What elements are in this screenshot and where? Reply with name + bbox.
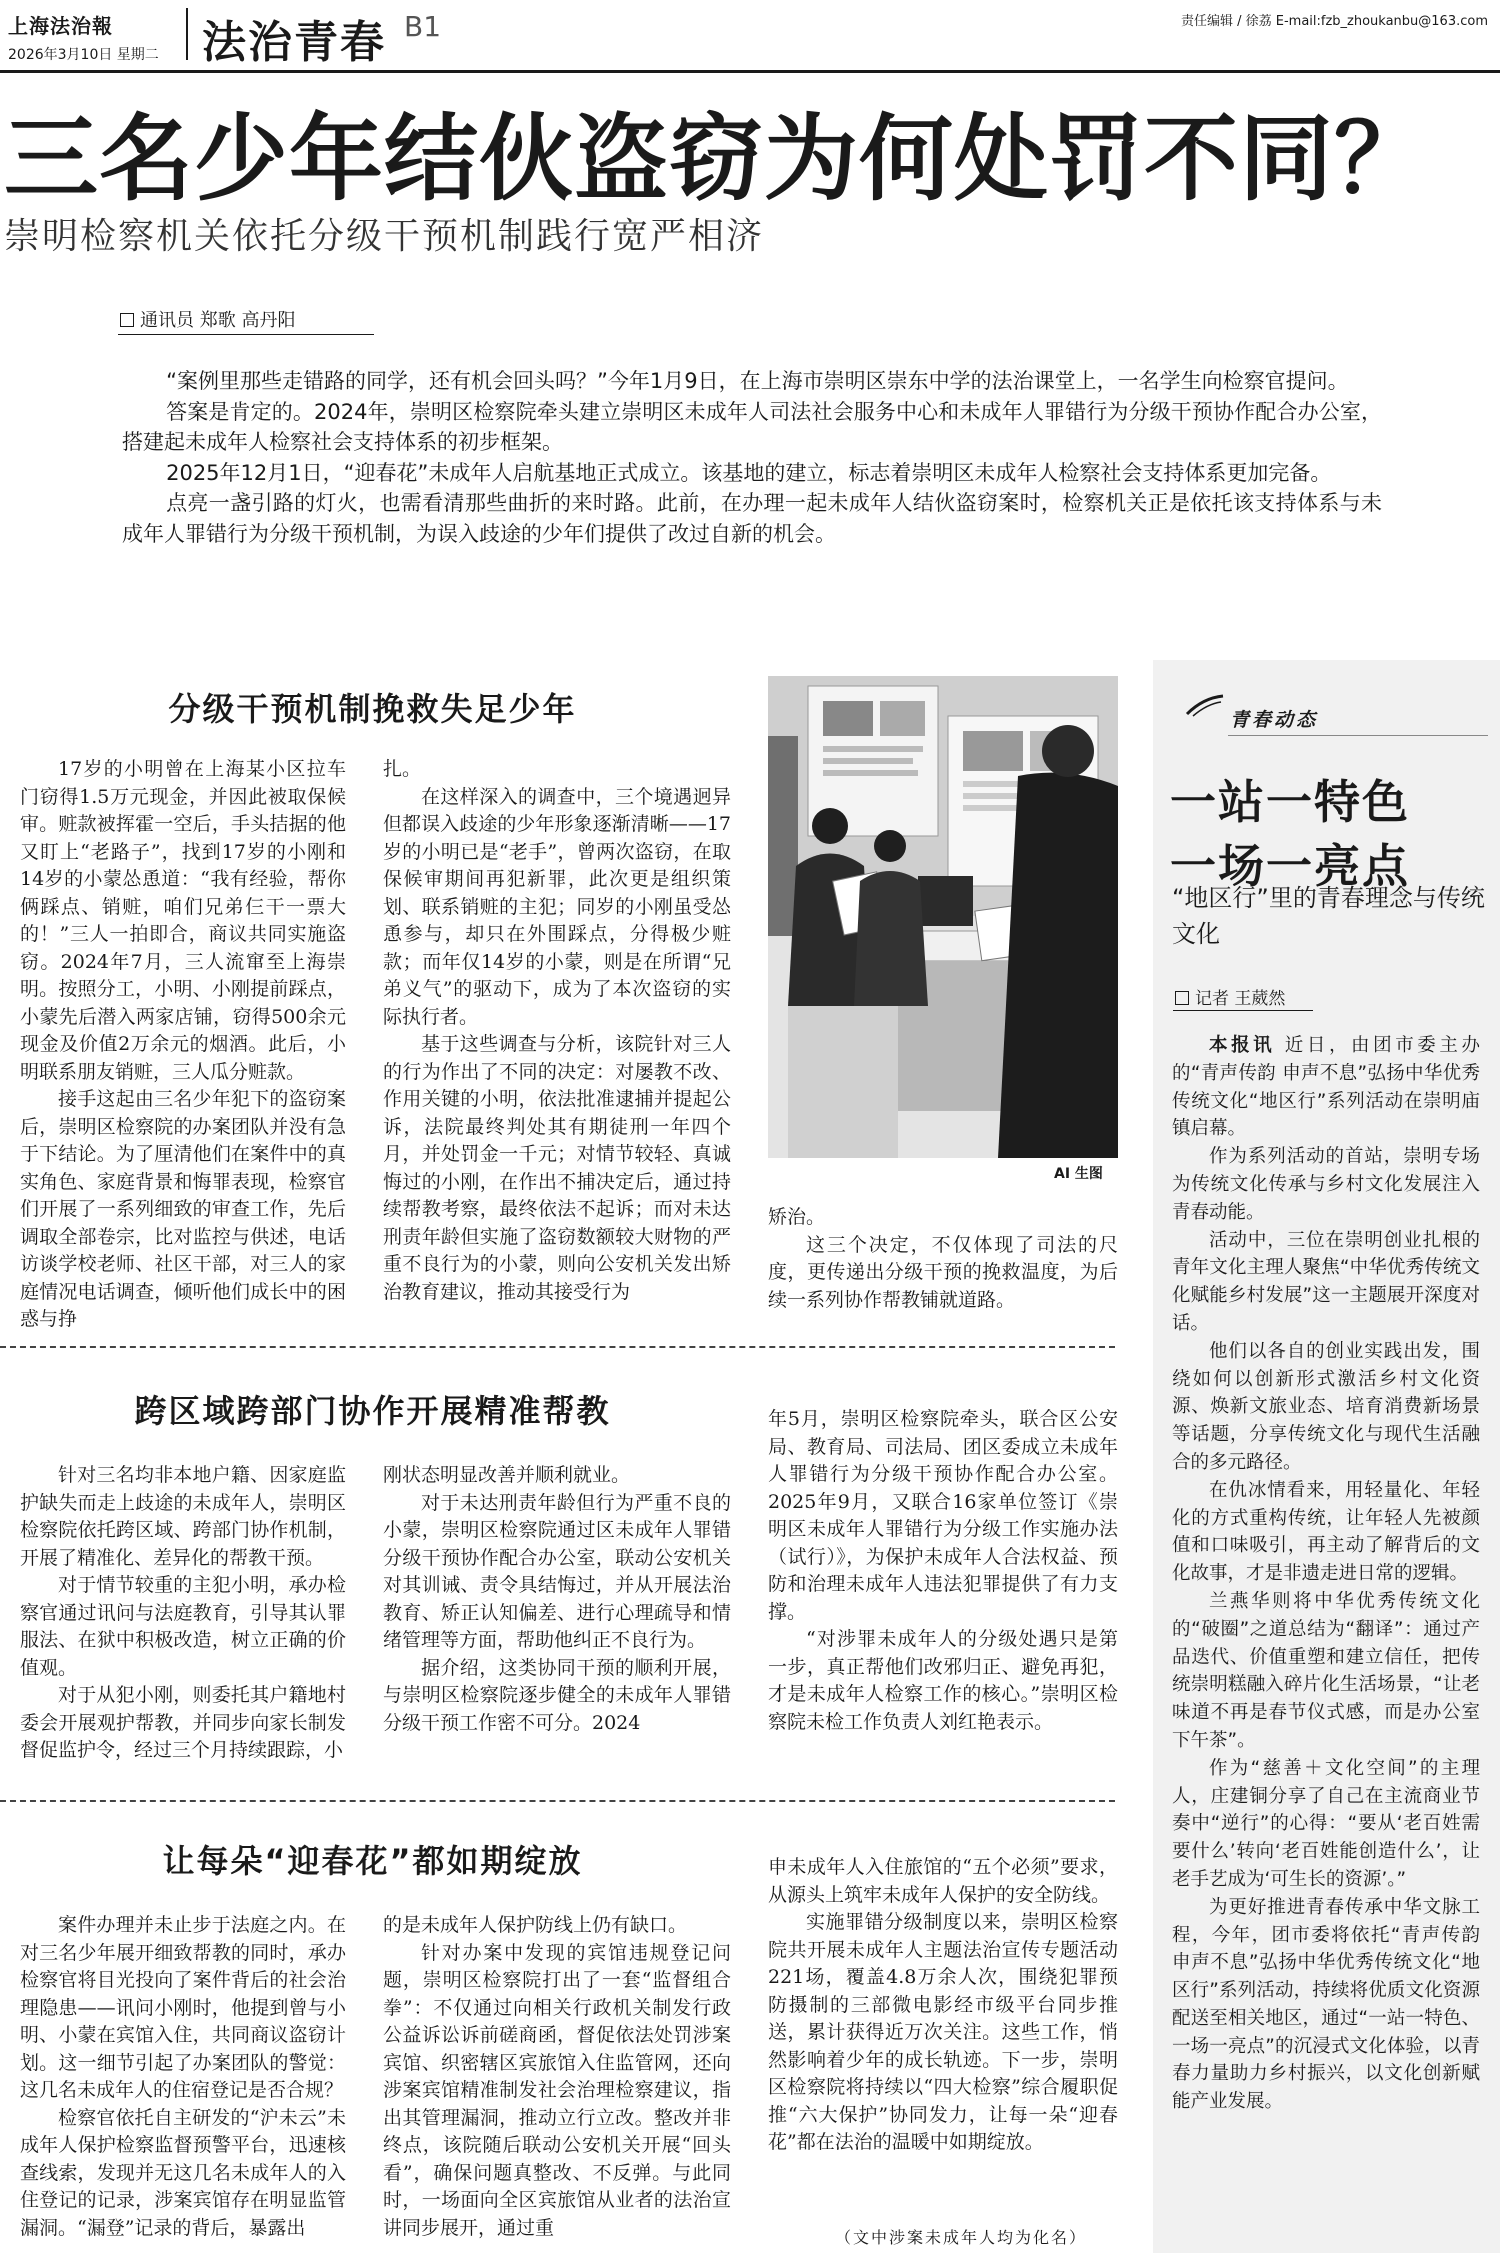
intro-paragraph: 点亮一盏引路的灯火，也需看清那些曲折的来时路。此前，在办理一起未成年人结伙盗窃案时，检察机关正是依托该支持体系与未成年人罪错行为分级干预机制，为误入歧途的少年们提供了改过自新的机会。 (122, 491, 1382, 546)
issue-date: 2026年3月10日 星期二 (8, 47, 159, 63)
paragraph: 基于这些调查与分析，该院针对三人的行为作出了不同的决定：对屡教不改、作用关键的小明，依法批准逮捕并提起公诉，法院最终判处其有期徒刑一年四个月，并处罚金一千元；对情节较轻、真诚悔过的小刚，在作出不捕决定后，通过持续帮教考察，最终依法不起诉；而对未达刑责年龄但实施了盗窃数额较大财物的严重不良行为的小蒙，则向公安机关发出矫治教育建议，推动其接受行为 (383, 1033, 731, 1303)
section-name: 法治青春 (202, 17, 386, 68)
paragraph: 扎。 (383, 758, 422, 780)
swoosh-icon (1185, 694, 1225, 718)
paragraph: 对于未达刑责年龄但行为严重不良的小蒙，崇明区检察院通过区未成年人罪错分级干预协作配合办公室，联动公安机关对其训诫、责令具结悔过，并从开展法治教育、矫正认知偏差、进行心理疏导和情绪管理等方面，帮助他纠正不良行为。 (383, 1491, 731, 1651)
section3-column-3 (768, 1854, 1118, 2157)
paragraph: 作为“慈善＋文化空间”的主理人，庄建铜分享了自己在主流商业节奏中“逆行”的心得：“要从‘老百姓需要什么’转向‘老百姓能创造什么’，让老手艺成为‘可生长的资源’。” (1172, 1757, 1480, 1890)
masthead-divider (186, 8, 188, 60)
section1-column-1 (20, 756, 346, 1334)
paragraph: 接手这起由三名少年犯下的盗窃案后，崇明区检察院的办案团队并没有急于下结论。为了厘清他们在案件中的真实角色、家庭背景和悔罪表现，检察官们开展了一系列细致的审查工作，先后调取全部卷宗，比对监控与供述，电话访谈学校老师、社区干部，对三人的家庭情况电话调查，倾听他们成长中的困惑与挣 (20, 1088, 346, 1330)
section3-column-2 (383, 1912, 731, 2242)
section2-column-3 (768, 1406, 1118, 1736)
article-byline (120, 306, 295, 332)
intro-paragraph: “案例里那些走错路的同学，还有机会回头吗？”今年1月9日，在上海市崇明区崇东中学的法治课堂上，一名学生向检察官提问。 (166, 369, 1349, 393)
paragraph: 案件办理并未止步于法庭之内。在对三名少年展开细致帮教的同时，承办检察官将目光投向了案件背后的社会治理隐患——讯问小刚时，他提到曾与小明、小蒙在宾馆入住，共同商议盗窃计划。这一细节引起了办案团队的警觉：这几名未成年人的住宿登记是否合规？ (20, 1914, 346, 2101)
paragraph: 这三个决定，不仅体现了司法的尺度，更传递出分级干预的挽救温度，为后续一系列协作帮教铺就道路。 (768, 1233, 1118, 1311)
paragraph: 在这样深入的调查中，三个境遇迥异但都误入歧途的少年形象逐渐清晰——17岁的小明已是“老手”，曾两次盗窃，在取保候审期间再犯新罪，此次更是组织策划、联系销赃的主犯；同岁的小刚虽受怂恿参与，却只在外围踩点，分得极少赃款；而年仅14岁的小蒙，则是在所谓“兄弟义气”的驱动下，成为了本次盗窃的实际执行者。 (383, 785, 731, 1028)
page-title: 三名少年结伙盗窃为何处罚不同？ (4, 104, 1430, 214)
paragraph: 针对三名均非本地户籍、因家庭监护缺失而走上歧途的未成年人，崇明区检察院依托跨区域、跨部门协作机制，开展了精准化、差异化的帮教干预。 (20, 1464, 346, 1569)
byline-box-icon (1175, 991, 1189, 1005)
paragraph: 针对办案中发现的宾馆违规登记问题，崇明区检察院打出了一套“监督组合拳”：不仅通过向相关行政机关制发行政公益诉讼诉前磋商函，督促依法处罚涉案宾馆、织密辖区宾旅馆入住监管网，还向涉案宾馆精准制发社会治理检察建议，指出其管理漏洞，推动立行立改。整改并非终点，该院随后联动公安机关开展“回头看”，确保问题真整改、不反弹。与此同时，一场面向全区宾旅馆从业者的法治宣讲同步展开，通过重 (383, 1941, 731, 2239)
header-rule (0, 70, 1500, 73)
paragraph: 检察官依托自主研发的“沪未云”未成年人保护检察监督预警平台，迅速核查线索，发现并无这几名未成年人的入住登记的记录，涉案宾馆存在明显监管漏洞。“漏登”记录的背后，暴露出 (20, 2106, 346, 2239)
paragraph: 作为系列活动的首站，崇明专场为传统文化传承与乡村文化发展注入青春动能。 (1172, 1146, 1480, 1223)
ai-illustration (768, 676, 1118, 1158)
paragraph: 矫治。 (768, 1206, 826, 1228)
section1-column-3 (768, 1204, 1118, 1314)
paragraph: 活动中，三位在崇明创业扎根的青年文化主理人聚焦“中华优秀传统文化赋能乡村发展”这一主题展开深度对话。 (1172, 1229, 1480, 1334)
page-subtitle: 崇明检察机关依托分级干预机制践行宽严相济 (4, 216, 765, 257)
section2-column-1 (20, 1462, 346, 1765)
image-caption: AI 生图 (1054, 1166, 1103, 1182)
section-title-3: 让每朵“迎春花”都如期绽放 (162, 1842, 583, 1880)
illustration-scene-icon (768, 676, 1118, 1158)
section-divider (0, 1800, 1115, 1802)
section-title-2: 跨区域跨部门协作开展精准帮教 (134, 1392, 611, 1430)
section2-column-2 (383, 1462, 731, 1737)
paragraph: 的是未成年人保护防线上仍有缺口。 (383, 1914, 688, 1936)
page-number: B1 (404, 10, 442, 43)
sidebar-subtitle: “地区行”里的青春理念与传统文化 (1172, 884, 1485, 948)
newspaper-logo: 上海法治報 (8, 14, 113, 38)
intro-paragraph: 答案是肯定的。2024年，崇明区检察院牵头建立崇明区未成年人司法社会服务中心和未成年人罪错行为分级干预协作配合办公室，搭建起未成年人检察社会支持体系的初步框架。 (122, 399, 1382, 454)
intro-paragraph: 2025年12月1日，“迎春花”未成年人启航基地正式成立。该基地的建立，标志着崇明区未成年人检察社会支持体系更加完备。 (166, 460, 1332, 485)
paragraph: 对于从犯小刚，则委托其户籍地村委会开展观护帮教，并同步向家长制发督促监护令，经过三个月持续跟踪，小 (20, 1684, 346, 1761)
paragraph: 申未成年人入住旅馆的“五个必须”要求，从源头上筑牢未成年人保护的安全防线。 (768, 1856, 1118, 1906)
byline-box-icon (120, 313, 134, 327)
article-intro (122, 366, 1382, 549)
paragraph: “对涉罪未成年人的分级处遇只是第一步，真正帮他们改邪归正、避免再犯，才是未成年人检察工作的核心。”崇明区检察院未检工作负责人刘红艳表示。 (768, 1628, 1118, 1733)
sidebar-byline (1175, 984, 1285, 1009)
byline-rule (118, 334, 374, 335)
paragraph: 为更好推进青春传承中华文脉工程，今年，团市委将依托“青声传韵 申声不息”弘扬中华优秀传统文化“地区行”系列活动，持续将优质文化资源配送至相关地区，通过“一站一特色、一场一亮点”的沉浸式文化体验，以青春力量助力乡村振兴，以文化创新赋能产业发展。 (1172, 1896, 1480, 2113)
section1-column-2 (383, 756, 731, 1306)
footnote: （文中涉案未成年人均为化名） (835, 2228, 1088, 2247)
paragraph: 在仇冰情看来，用轻量化、年轻化的方式重构传统，让年轻人先被颜值和口味吸引，再主动了解背后的文化故事，才是非遗走进日常的逻辑。 (1172, 1479, 1480, 1585)
paragraph: 刚状态明显改善并顺利就业。 (383, 1464, 631, 1486)
byline-text: 记者 王葳然 (1195, 989, 1286, 1009)
editor-info: 责任编辑 / 徐荔 E-mail:fzb_zhoukanbu@163.com (1180, 14, 1488, 29)
sidebar-column-label: 青春动态 (1230, 709, 1319, 731)
byline-text: 通讯员 郑歌 高丹阳 (140, 310, 296, 331)
paragraph-text: 近日，由团市委主办的“青声传韵 申声不息”弘扬中华优秀传统文化“地区行”系列活动在崇明庙镇启幕。 (1172, 1035, 1480, 1140)
sidebar-lead: 本报讯 (1209, 1035, 1276, 1056)
section3-column-1 (20, 1912, 346, 2242)
section-title-1: 分级干预机制挽救失足少年 (168, 690, 577, 728)
paragraph: 兰燕华则将中华优秀传统文化的“破圈”之道总结为“翻译”：通过产品迭代、价值重塑和建立信任，把传统崇明糕融入碎片化生活场景，“让老味道不再是春节仪式感，而是办公室下午茶”。 (1172, 1590, 1480, 1751)
paragraph: 实施罪错分级制度以来，崇明区检察院共开展未成年人主题法治宣传专题活动221场，覆盖4.8万余人次，围绕犯罪预防摄制的三部微电影经市级平台同步推送，累计获得近万次关注。这些工作，悄然影响着少年的成长轨迹。下一步，崇明区检察院将持续以“四大检察”综合履职促推“六大保护”协同发力，让每一朵“迎春花”都在法治的温暖中如期绽放。 (768, 1911, 1118, 2153)
sidebar-label-rule (1228, 735, 1488, 736)
sidebar-title-line: 一场一亮点 (1170, 839, 1410, 893)
sidebar-byline-rule (1173, 1010, 1313, 1011)
paragraph: 17岁的小明曾在上海某小区拉车门窃得1.5万元现金，并因此被取保候审。赃款被挥霍一空后，手头拮据的他又盯上“老路子”，找到17岁的小刚和14岁的小蒙怂恿道：“我有经验，帮你俩踩点、销赃，咱们兄弟仨干一票大的！”三人一拍即合，商议共同实施盗窃。2024年7月，三人流窜至上海崇明。按照分工，小明、小刚提前踩点，小蒙先后潜入两家店铺，窃得500余元现金及价值2万余元的烟酒。此后，小明联系朋友销赃，三人瓜分赃款。 (20, 758, 346, 1083)
sidebar-body (1172, 1032, 1480, 2116)
sidebar-title (1170, 770, 1410, 898)
paragraph: 对于情节较重的主犯小明，承办检察官通过讯问与法庭教育，引导其认罪服法、在狱中积极改造，树立正确的价值观。 (20, 1574, 346, 1679)
paragraph: 据介绍，这类协同干预的顺利开展，与崇明区检察院逐步健全的未成年人罪错分级干预工作密不可分。2024 (383, 1656, 731, 1734)
section-divider (0, 1346, 1115, 1348)
sidebar-title-line: 一站一特色 (1170, 775, 1410, 829)
paragraph (1172, 1032, 1480, 1143)
paragraph: 他们以各自的创业实践出发，围绕如何以创新形式激活乡村文化资源、焕新文旅业态、培育消费新场景等话题，分享传统文化与现代生活融合的多元路径。 (1172, 1340, 1480, 1473)
paragraph: 年5月，崇明区检察院牵头，联合区公安局、教育局、司法局、团区委成立未成年人罪错行为分级干预协作配合办公室。2025年9月，又联合16家单位签订《崇明区未成年人罪错行为分级工作实施办法（试行）》，为保护未成年人合法权益、预防和治理未成年人违法犯罪提供了有力支撑。 (768, 1408, 1118, 1623)
